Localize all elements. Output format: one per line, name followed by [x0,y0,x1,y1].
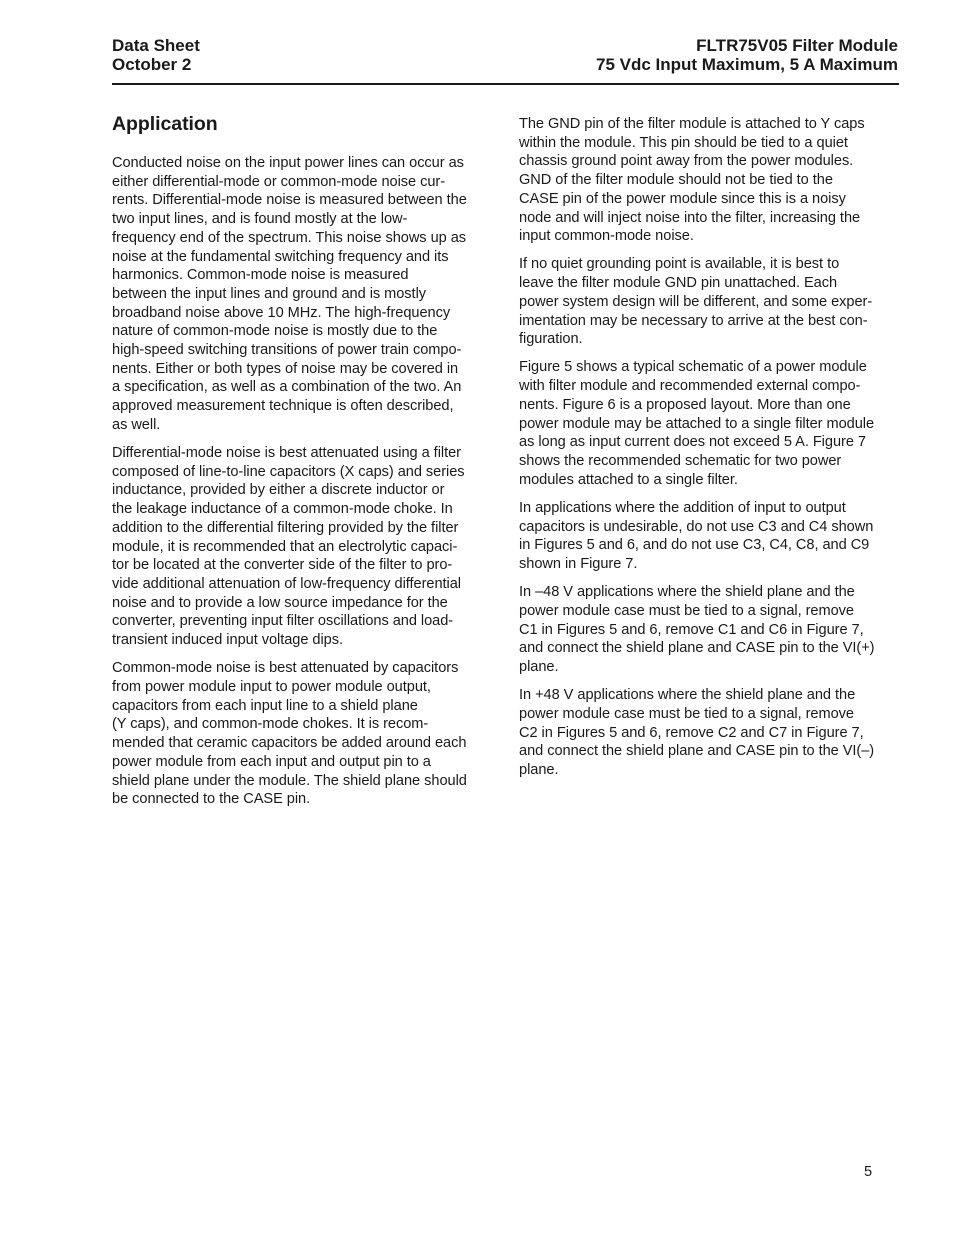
header-left-block [112,36,200,74]
paragraph-common-mode: Common-mode noise is best attenuated by capacitors from power module input to power module output, capacitors from each input line to a shield plane (Y caps), and common-mode chokes. It is recom- mended that ceramic capacitors be added around each power module from each input and output pin to a shield plane under the module. The shield plane should be connected to the CASE pin. [112,660,467,808]
page-header [112,36,898,82]
paragraph-minus-48v: In –48 V applications where the shield plane and the power module case must be tied to a signal, remove C1 in Figures 5 and 6, remove C1 and C6 in Figure 7, and connect the shield plane and CASE pin to the VI(+) plane. [519,584,875,675]
paragraph-plus-48v: In +48 V applications where the shield plane and the power module case must be tied to a signal, remove C2 in Figures 5 and 6, remove C2 and C7 in Figure 7, and connect the shield plane and CASE pin to the VI(–) plane. [519,687,875,778]
paragraph-input-output-caps: In applications where the addition of input to output capacitors is undesirable, do not use C3 and C4 shown in Figures 5 and 6, and do not use C3, C4, C8, and C9 shown in Figure 7. [519,499,874,572]
product-title: FLTR75V05 Filter Module [696,36,898,55]
section-heading: Application [112,113,218,135]
page-number: 5 [864,1164,873,1180]
header-right-block [596,36,898,74]
product-subtitle: 75 Vdc Input Maximum, 5 A Maximum [596,55,898,74]
right-column [519,115,901,789]
paragraph-differential-mode: Differential-mode noise is best attenuated using a filter composed of line-to-line capacitors (X caps) and series inductance, provided by either a discrete inductor or the leakage inductance of a common-mode choke. In addition to the differential filtering provided by the filter module, it is recommended that an electrolytic capaci- tor be located at the converter side of the filter to pro- vide additional attenuation of low-frequency differential noise and to provide a low source impedance for the converter, preventing input filter oscillations and load- transient induced input voltage dips. [112,445,465,649]
document-type: Data Sheet [112,36,200,55]
paragraph-figure-references: Figure 5 shows a typical schematic of a power module with filter module and recommended external compo- nents. Figure 6 is a proposed layout. More than one power module may be attached to a single filter module as long as input current does not exceed 5 A. Figure 7 shows the recommended schematic for two power modules attached to a single filter. [519,359,875,488]
document-date: October 2 [112,55,192,74]
paragraph-conducted-noise: Conducted noise on the input power lines can occur as either differential-mode or common-mode noise cur- rents. Differential-mode noise is measured between the two input lines, and is found mostly at the low- frequency end of the spectrum. This noise shows up as noise at the fundamental switching frequency and its harmonics. Common-mode noise is measured between the input lines and ground and is mostly broadband noise above 10 MHz. The high-frequency nature of common-mode noise is mostly due to the high-speed switching transitions of power train compo- nents. Either or both types of noise may be covered in a specification, as well as a combination of the two. An approved measurement technique is often described, as well. [112,155,467,433]
header-divider [112,83,899,85]
left-column [112,112,490,818]
paragraph-no-quiet-ground: If no quiet grounding point is available, it is best to leave the filter module GND pin unattached. Each power system design will be different, and some exper- imentation may be necessary to arrive at the best con- figuration. [519,256,873,348]
paragraph-gnd-pin: The GND pin of the filter module is attached to Y caps within the module. This pin should be tied to a quiet chassis ground point away from the power modules. GND of the filter module should not be tied to the CASE pin of the power module since this is a noisy node and will inject noise into the filter, increasing the input common-mode noise. [519,116,865,245]
